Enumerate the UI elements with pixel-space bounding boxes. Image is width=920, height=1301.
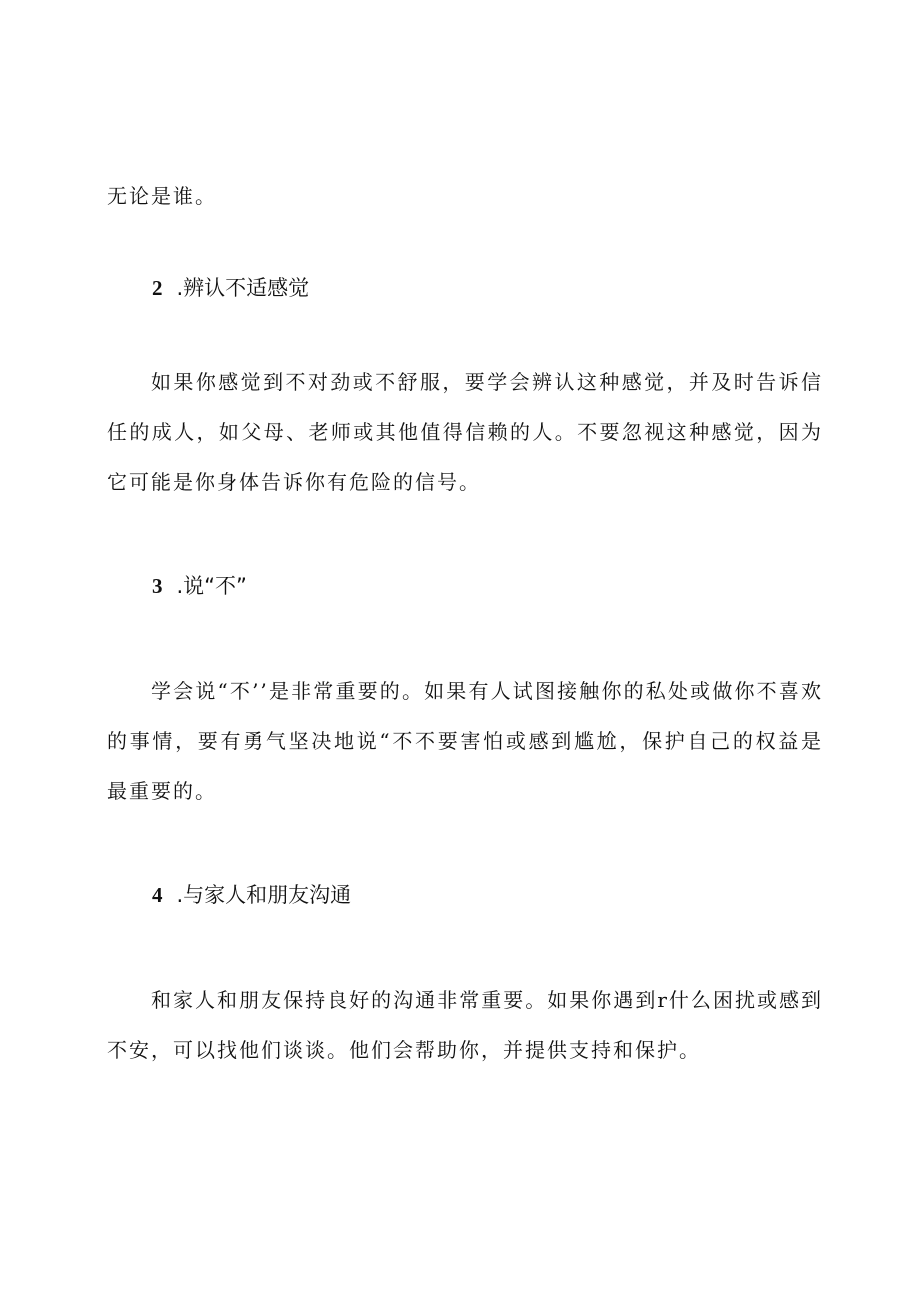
section-number: 4 xyxy=(152,883,163,907)
section-heading-3 xyxy=(152,573,247,599)
lead-line: 无论是谁。 xyxy=(107,184,217,208)
section-body-3: 学会说“不’’是非常重要的。如果有人试图接触你的私处或做你不喜欢的事情，要有勇气坚决地说“不不要害怕或感到尴尬，保护自己的权益是最重要的。 xyxy=(107,679,823,803)
section-body-2: 如果你感觉到不对劲或不舒服，要学会辨认这种感觉，并及时告诉信任的成人，如父母、老师或其他值得信赖的人。不要忽视这种感觉，因为它可能是你身体告诉你有危险的信号。 xyxy=(107,370,823,494)
section-number: 2 xyxy=(152,276,163,300)
section-title: .与家人和朋友沟通 xyxy=(176,883,352,907)
section-heading-2 xyxy=(152,275,309,301)
section-number: 3 xyxy=(152,574,163,598)
section-heading-4 xyxy=(152,882,351,908)
section-body-4: 和家人和朋友保持良好的沟通非常重要。如果你遇到r什么困扰或感到不安，可以找他们谈谈。他们会帮助你，并提供支持和保护。 xyxy=(107,988,823,1062)
section-title: .说“不” xyxy=(176,574,247,598)
section-title: .辨认不适感觉 xyxy=(176,276,310,300)
